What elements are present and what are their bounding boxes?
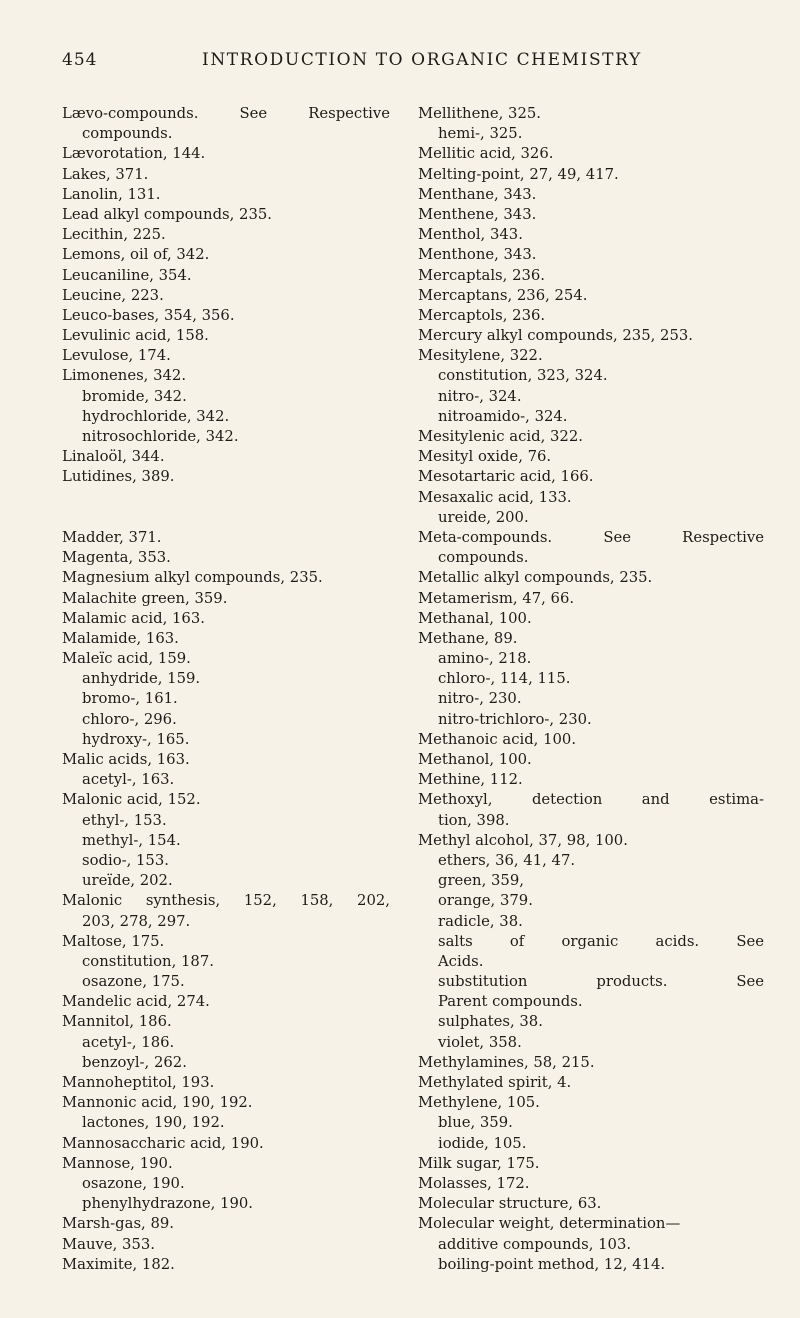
index-entry: Mellithene, 325. [418,105,541,122]
index-entry: Mercaptols, 236. [418,306,546,324]
index-column-left [62,104,390,1275]
index-entry: Mercaptals, 236. [418,266,546,284]
index-subentry: 203, 278, 297. [82,912,191,930]
index-entry: Mesitylene, 322. [418,347,543,365]
index-entry: Leucaniline, 354. [62,266,192,284]
index-entry: Lemons, oil of, 342. [62,246,210,264]
index-subentry: sulphates, 38. [438,1013,543,1031]
index-entry: Maximite, 182. [62,1255,175,1273]
index-entry: Molasses, 172. [418,1174,530,1192]
index-subentry: acetyl-, 163. [82,771,175,789]
index-entry: Leuco-bases, 354, 356. [62,306,235,324]
index-subentry: blue, 359. [438,1114,513,1132]
index-entry: Melting-point, 27, 49, 417. [418,165,619,183]
index-entry: Methane, 89. [418,629,518,647]
index-subentry: chloro-, 114, 115. [438,670,571,688]
index-entry: Mercury alkyl compounds, 235, 253. [418,327,693,345]
index-entry: Metamerism, 47, 66. [418,589,575,607]
index-entry: Menthane, 343. [418,185,537,203]
index-entry: Menthol, 343. [418,226,523,244]
index-subentry: nitro-, 324. [438,387,522,405]
index-subentry: osazone, 175. [82,973,185,991]
index-entry: Methyl alcohol, 37, 98, 100. [418,831,628,849]
index-entry: Mandelic acid, 274. [62,993,210,1011]
index-entry: Malamide, 163. [62,629,179,647]
index-entry: Madder, 371. [62,528,162,546]
index-subentry: osazone, 190. [82,1174,185,1192]
index-entry: Mellitic acid, 326. [418,145,554,163]
index-entry: Linaloöl, 344. [62,448,165,466]
index-subentry: compounds. [438,549,529,567]
index-entry: Lakes, 371. [62,165,149,183]
index-subentry: benzoyl-, 262. [82,1053,187,1071]
index-subentry: green, 359, [438,872,524,890]
index-subentry: hydroxy-, 165. [82,730,190,748]
index-entry: Lanolin, 131. [62,185,161,203]
index-subentry: constitution, 323, 324. [438,367,608,385]
index-entry: Methanoic acid, 100. [418,730,577,748]
index-subentry: boiling-point method, 12, 414. [438,1255,666,1273]
index-entry: Molecular weight, determination— [418,1215,681,1233]
index-subentry: additive compounds, 103. [438,1235,632,1253]
index-subentry: ethers, 36, 41, 47. [438,851,576,869]
index-entry: Mannonic acid, 190, 192. [62,1094,253,1112]
index-entry: Levulinic acid, 158. [62,327,209,345]
index-entry: Levulose, 174. [62,347,171,365]
index-entry: Mesitylenic acid, 322. [418,428,583,445]
index-subentry: orange, 379. [438,892,533,910]
index-entry: Lævo-compounds. See Respective [62,105,390,122]
index-entry: Lutidines, 389. [62,468,175,486]
index-entry: Mercaptans, 236, 254. [418,286,588,304]
section-gap [62,488,390,508]
index-entry: Methylamines, 58, 215. [418,1053,595,1071]
index-entry: Metallic alkyl compounds, 235. [418,569,653,587]
index-entry: Methine, 112. [418,771,523,789]
index-subentry: iodide, 105. [438,1134,527,1152]
index-subentry: hemi-, 325. [438,125,523,143]
section-gap [62,508,390,528]
index-entry: Marsh-gas, 89. [62,1215,174,1233]
index-entry: Magenta, 353. [62,549,171,567]
index-entry: Malic acids, 163. [62,751,190,768]
index-subentry: nitrosochloride, 342. [82,428,239,445]
index-entry: Mauve, 353. [62,1235,155,1253]
index-subentry: bromide, 342. [82,387,187,405]
index-entry: Methylene, 105. [418,1094,540,1112]
index-subentry: ureïde, 202. [82,872,173,890]
index-entry: Mannoheptitol, 193. [62,1074,215,1091]
index-entry: Lead alkyl compounds, 235. [62,205,272,223]
index-subentry: sodio-, 153. [82,851,169,869]
running-title: INTRODUCTION TO ORGANIC CHEMISTRY [202,50,642,70]
index-subentry: hydrochloride, 342. [82,407,230,425]
index-subentry: ethyl-, 153. [82,811,167,829]
index-subentry: violet, 358. [438,1033,522,1051]
index-column-right [418,104,764,1275]
index-entry: Malonic synthesis, 152, 158, 202, [62,892,390,910]
index-subentry: tion, 398. [438,811,510,829]
index-entry: Maltose, 175. [62,932,165,950]
index-subentry: chloro-, 296. [82,710,177,728]
index-entry: Limonenes, 342. [62,367,187,385]
index-subentry: constitution, 187. [82,952,214,970]
index-subentry: amino-, 218. [438,650,532,668]
index-subentry: compounds. [82,125,173,143]
index-entry: Malamic acid, 163. [62,609,205,627]
index-entry: Maleïc acid, 159. [62,650,191,668]
page-header [62,50,762,76]
index-entry: Menthene, 343. [418,205,537,223]
index-subentry: lactones, 190, 192. [82,1114,225,1132]
index-entry: Mannosaccharic acid, 190. [62,1134,264,1152]
page-number: 454 [62,50,98,70]
index-subentry: bromo-, 161. [82,690,178,708]
index-entry: Mannitol, 186. [62,1013,172,1031]
index-entry: Malonic acid, 152. [62,791,201,809]
index-entry: Methanal, 100. [418,609,532,627]
index-subentry: ureide, 200. [438,508,529,526]
index-entry: Mesotartaric acid, 166. [418,468,594,486]
index-entry: Mesaxalic acid, 133. [418,488,572,506]
index-entry: Molecular structure, 63. [418,1195,602,1213]
index-entry: Mannose, 190. [62,1154,173,1172]
index-subentry: phenylhydrazone, 190. [82,1195,253,1213]
index-subentry: nitro-, 230. [438,690,522,708]
index-subentry: nitroamido-, 324. [438,407,568,425]
index-subentry: Acids. [438,952,484,970]
index-subentry: acetyl-, 186. [82,1033,175,1051]
index-subentry: substitution products. See [438,973,764,991]
index-entry: Methanol, 100. [418,751,532,768]
index-entry: Mesityl oxide, 76. [418,448,552,466]
index-subentry: radicle, 38. [438,912,523,930]
index-subentry: methyl-, 154. [82,831,181,849]
index-subentry: salts of organic acids. See [438,932,764,950]
index-entry: Lævorotation, 144. [62,145,206,163]
index-entry: Menthone, 343. [418,246,537,264]
index-subentry: Parent compounds. [438,993,583,1011]
index-entry: Methoxyl, detection and estima- [418,791,764,809]
index-entry: Magnesium alkyl compounds, 235. [62,569,323,587]
index-entry: Malachite green, 359. [62,589,228,607]
index-entry: Milk sugar, 175. [418,1154,540,1172]
index-entry: Lecithin, 225. [62,226,166,244]
index-subentry: anhydride, 159. [82,670,201,688]
index-entry: Meta-compounds. See Respective [418,528,764,546]
index-subentry: nitro-trichloro-, 230. [438,710,592,728]
index-entry: Leucine, 223. [62,286,164,304]
index-entry: Methylated spirit, 4. [418,1074,572,1091]
